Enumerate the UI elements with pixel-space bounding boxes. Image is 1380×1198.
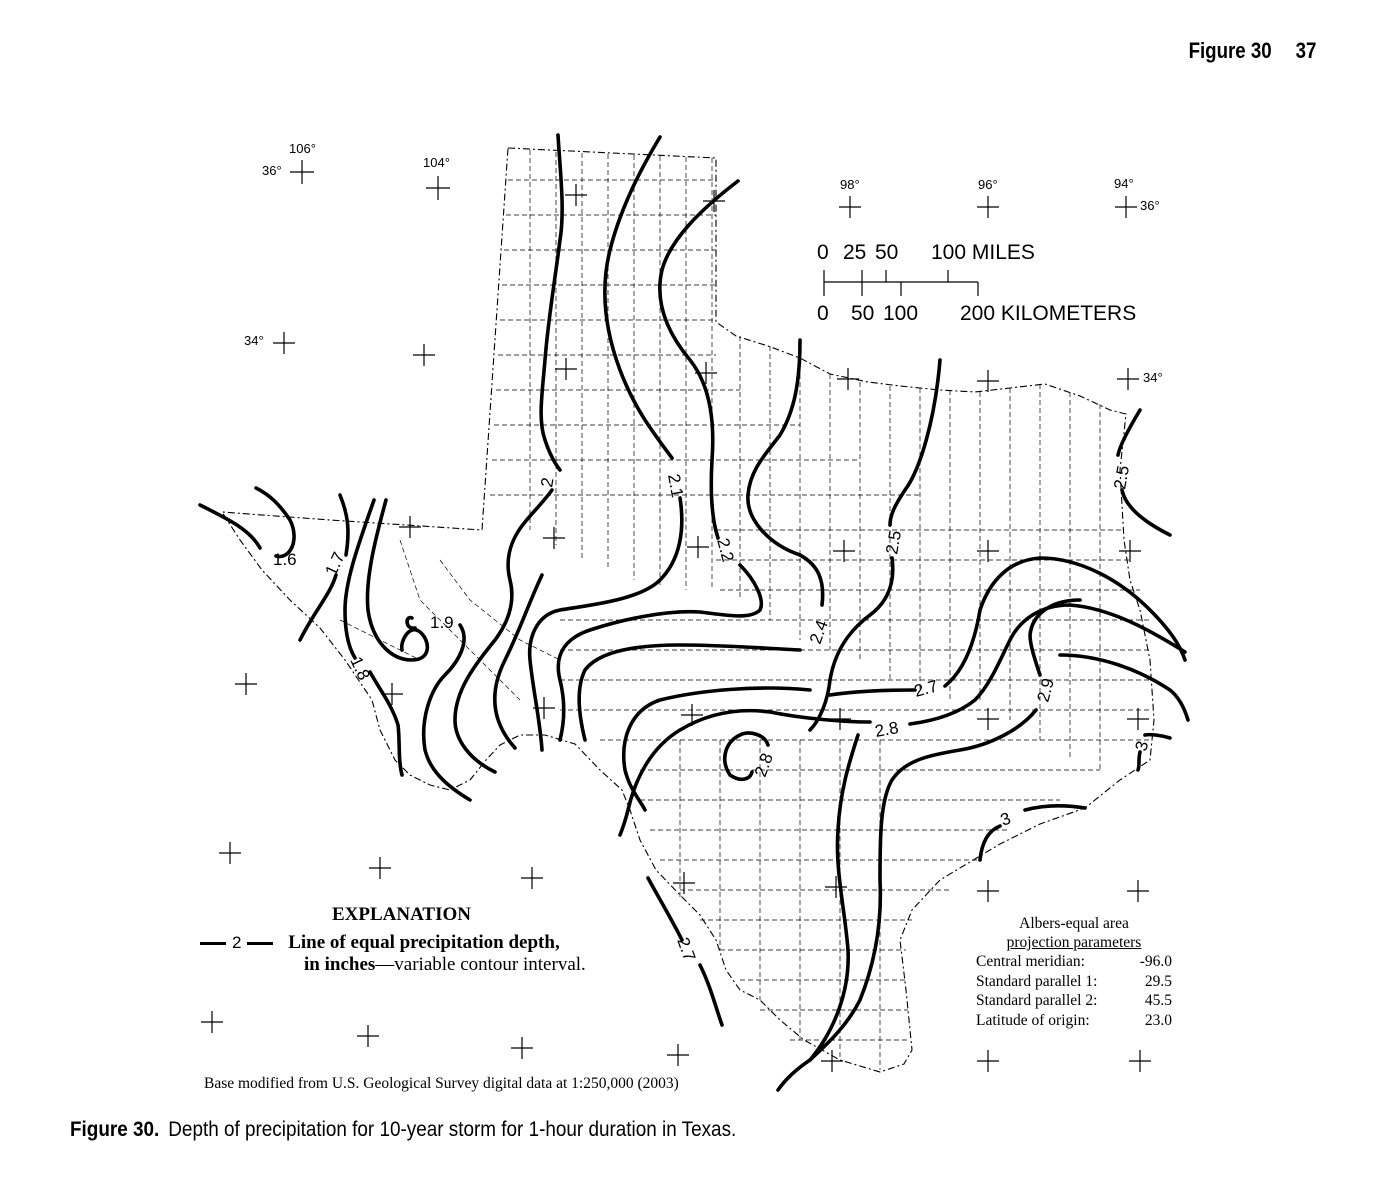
explanation-bold-text: Line of equal precipitation depth,	[288, 932, 560, 953]
scale-km-50: 50	[851, 302, 875, 325]
contour-label-2-9: 2.9	[1033, 676, 1058, 705]
label-94: 94°	[1114, 176, 1134, 191]
contour-symbol-line-right	[247, 942, 273, 945]
caption-label: Figure 30.	[70, 1118, 160, 1141]
contour-label-1-6: 1.6	[273, 550, 297, 569]
contour-label-1-7: 1.7	[321, 549, 349, 579]
contour-label-2-4: 2.4	[805, 617, 832, 647]
contour-labels	[273, 464, 1152, 963]
projection-row: Central meridian: -96.0	[976, 953, 1172, 970]
contour-label-2-8a: 2.8	[873, 718, 900, 741]
contour-2-8a	[620, 711, 870, 835]
contour-1-6	[200, 488, 294, 557]
scale-miles-0: 0	[817, 241, 829, 264]
scale-km-100: 100	[883, 302, 919, 325]
contour-2a	[541, 135, 562, 470]
contour-2-8b	[910, 605, 1185, 724]
contour-label-2-1: 2.1	[664, 472, 687, 499]
base-note: Base modified from U.S. Geological Survey digital data at 1:250,000 (2003)	[204, 1075, 679, 1092]
contour-label-2-7a: 2.7	[912, 676, 940, 701]
explanation-legend	[200, 904, 586, 976]
contour-label-2-8b: 2.8	[750, 750, 777, 780]
label-34-west: 34°	[244, 333, 264, 348]
contour-label-2-5a: 2.5	[882, 529, 906, 556]
explanation-plain-text: —variable contour interval.	[375, 954, 586, 975]
explanation-bold-text-2: in inches	[304, 954, 376, 975]
projection-row: Standard parallel 2: 45.5	[976, 992, 1172, 1009]
label-104: 104°	[423, 155, 450, 170]
contour-label-1-9: 1.9	[430, 613, 454, 632]
scale-km-200: 200 KILOMETERS	[960, 302, 1137, 325]
explanation-row	[200, 932, 586, 954]
projection-row: Latitude of origin: 23.0	[976, 1011, 1172, 1029]
figure-header-label: Figure 30	[1188, 38, 1272, 63]
scale-miles-25: 25	[843, 241, 867, 264]
label-98: 98°	[840, 177, 860, 192]
contour-2-5a	[890, 360, 940, 525]
scale-bar-labels	[817, 241, 1136, 325]
projection-parameters	[976, 914, 1172, 1030]
label-96: 96°	[978, 177, 998, 192]
scale-miles-100: 100 MILES	[931, 241, 1035, 264]
label-36-east: 36°	[1140, 198, 1160, 213]
contour-label-2: 2	[537, 476, 558, 489]
label-36-west: 36°	[262, 163, 282, 178]
contour-1-9	[407, 618, 470, 800]
page-number: 37	[1295, 38, 1316, 63]
contour-symbol-value: 2	[232, 933, 242, 952]
scale-miles-50: 50	[875, 241, 899, 264]
contour-label-1-8: 1.8	[346, 653, 374, 684]
caption-text: Depth of precipitation for 10-year storm for 1-hour duration in Texas.	[168, 1118, 737, 1141]
contour-3-main	[778, 735, 858, 1090]
label-34-east: 34°	[1143, 370, 1163, 385]
scale-km-0: 0	[817, 302, 829, 325]
projection-title-1: Albers-equal area	[1019, 915, 1129, 932]
scale-bar	[824, 270, 978, 296]
contour-2c	[495, 575, 542, 748]
figure-caption	[70, 1118, 736, 1142]
contour-label-3a: 3	[997, 808, 1014, 830]
contour-symbol-line	[200, 942, 226, 945]
projection-row: Standard parallel 1: 29.5	[976, 972, 1172, 990]
contour-1-8a	[345, 500, 402, 775]
explanation-row-2	[304, 954, 586, 976]
explanation-title: EXPLANATION	[332, 904, 471, 925]
contour-label-2-5b: 2.5	[1110, 464, 1134, 491]
contour-2-7b	[830, 558, 1185, 695]
contour-label-3b: 3	[1131, 738, 1153, 754]
contour-2-7a	[624, 688, 810, 810]
contour-label-2-2: 2.2	[713, 536, 738, 564]
contour-2-2b	[558, 565, 761, 740]
contour-2-4a	[748, 340, 823, 605]
label-106: 106°	[289, 141, 316, 156]
contour-label-2-7b: 2.7	[673, 934, 700, 964]
projection-title-2: projection parameters	[1006, 934, 1142, 951]
